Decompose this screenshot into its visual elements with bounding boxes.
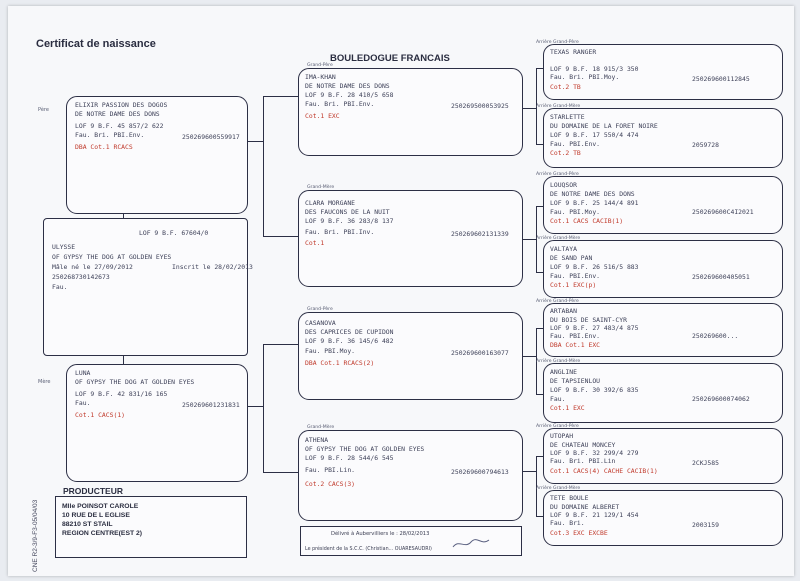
producer-title: PRODUCTEUR <box>63 486 123 496</box>
great-grandparent-box-8: Arrière Grand-Mère TETE BOULE DU DOMAINE ALBERET LOF 9 B.F. 21 129/1 454 Fau. Bri. 2003159 Cot.3 EXC EXCBE <box>543 490 783 546</box>
sire-reg: LOF 9 B.F. 45 857/2 622 <box>75 122 164 130</box>
subject-registered: Inscrit le 28/02/2013 <box>172 263 253 271</box>
producer-region: REGION CENTRE(EST 2) <box>62 530 143 537</box>
sire-name: ELIXIR PASSION DES DOGOS <box>75 101 168 109</box>
grandparent-name: CASANOVA <box>305 319 336 327</box>
subject-color: Fau. <box>52 283 68 291</box>
sire-chip: 250269600559917 <box>182 133 240 141</box>
great-grandparent-box-2: Arrière Grand-Mère STARLETTE DU DOMAINE DE LA FORET NOIRE LOF 9 B.F. 17 550/4 474 Fau. PBI.Env. 2059728 Cot.2 TB <box>543 108 783 168</box>
grandparent-box-4: Grand-Mère ATHENA OF GYPSY THE DOG AT GOLDEN EYES LOF 9 B.F. 28 544/6 545 Fau. PBI.Lin. 250269600794613 Cot.2 CACS(3) <box>298 430 523 521</box>
dam-reg: LOF 9 B.F. 42 831/16 165 <box>75 390 168 398</box>
signature-text: Le président de la S.C.C. (Christian... OUARESAUDRI) <box>305 547 432 552</box>
sire-kennel: DE NOTRE DAME DES DONS <box>75 110 160 118</box>
great-grandparent-box-5: Arrière Grand-Père ARTABAN DU BOIS DE SAINT-CYR LOF 9 B.F. 27 483/4 875 Fau. PBI.Env. 250269600... DBA Cot.1 EXC <box>543 303 783 357</box>
sire-box <box>66 96 248 214</box>
great-grandparent-box-1: Arrière Grand-Père TEXAS RANGER LOF 9 B.F. 18 915/3 350 Fau. Bri. PBI.Moy. 250269600112845 Cot.2 TB <box>543 44 783 100</box>
subject-box <box>43 218 253 356</box>
great-grandparent-box-3: Arrière Grand-Père LOUQSOR DE NOTRE DAME DES DONS LOF 9 B.F. 25 144/4 891 Fau. PBI.Moy. 250269600C4I2021 Cot.1 CACS CACIB(1) <box>543 176 783 234</box>
page-title: Certificat de naissance <box>36 38 156 50</box>
great-grandparent-box-7: Arrière Grand-Père UTOPAH DE CHATEAU MONCEY LOF 9 B.F. 32 299/4 279 Fau. Bri. PBI.Lin 2CKJ585 Cot.1 CACS(4) CACHE CACIB(1) <box>543 428 783 484</box>
dam-award: Cot.1 CACS(1) <box>75 411 126 419</box>
breed-title: BOULEDOGUE FRANCAIS <box>330 53 450 64</box>
subject-chip: 250268730142673 <box>52 273 110 281</box>
producer-box <box>55 496 247 558</box>
dam-chip: 250269601231831 <box>182 401 240 409</box>
sire-color: Fau. Bri. PBI.Env. <box>75 131 145 139</box>
pere-label: Père <box>38 107 49 113</box>
producer-address: 10 RUE DE L EGLISE <box>62 512 130 519</box>
grandparent-box-3: Grand-Père CASANOVA DES CAPRICES DE CUPIDON LOF 9 B.F. 36 145/6 482 Fau. PBI.Moy. 250269600163077 DBA Cot.1 RCACS(2) <box>298 312 523 400</box>
dam-box <box>66 364 248 482</box>
dam-kennel: OF GYPSY THE DOG AT GOLDEN EYES <box>75 378 195 386</box>
sire-award: DBA Cot.1 RCACS <box>75 143 133 151</box>
subject-name: ULYSSE <box>52 243 76 251</box>
delivery-box <box>300 526 522 556</box>
grandparent-box-2: Grand-Mère CLARA MORGANE DES FAUCONS DE LA NUIT LOF 9 B.F. 36 283/8 137 Fau. Bri. PBI.Inv. 250269602131339 Cot.1 <box>298 190 523 287</box>
subject-birth: Mâle né le 27/09/2012 <box>52 263 133 271</box>
mere-label: Mère <box>38 379 51 385</box>
producer-name: Mlle POINSOT CAROLE <box>62 503 139 510</box>
great-grandparent-box-4: Arrière Grand-Mère VALTAYA DE SAND PAN LOF 9 B.F. 26 516/5 883 Fau. PBI.Env. 250269600405051 Cot.1 EXC(p) <box>543 240 783 298</box>
subject-reg: LOF 9 B.F. 67604/0 <box>139 229 209 237</box>
grandparent-name: IMA-KHAN <box>305 73 336 81</box>
grandparent-name: ATHENA <box>305 436 329 444</box>
subject-kennel: OF GYPSY THE DOG AT GOLDEN EYES <box>52 253 172 261</box>
pedigree-sheet <box>8 6 794 576</box>
grandparent-name: CLARA MORGANE <box>305 199 356 207</box>
signature-mark <box>451 537 491 551</box>
dam-name: LUNA <box>75 369 91 377</box>
grandparent-box-1: Grand-Père IMA-KHAN DE NOTRE DAME DES DONS LOF 9 B.F. 28 410/5 658 Fau. Bri. PBI.Env. 250269500053925 Cot.1 EXC <box>298 68 523 156</box>
great-grandparent-box-6: Arrière Grand-Mère ANGLINE DE TAPSIENLOU LOF 9 B.F. 30 392/6 835 Fau. 250269600074062 Cot.1 EXC <box>543 363 783 423</box>
side-code: CNE R2-3/9-F3-05/04/03 <box>32 499 39 572</box>
producer-city: 88210 ST STAIL <box>62 521 113 528</box>
delivered-text: Délivré à Aubervilliers le : 28/02/2013 <box>331 531 430 537</box>
dam-color: Fau. <box>75 399 91 407</box>
